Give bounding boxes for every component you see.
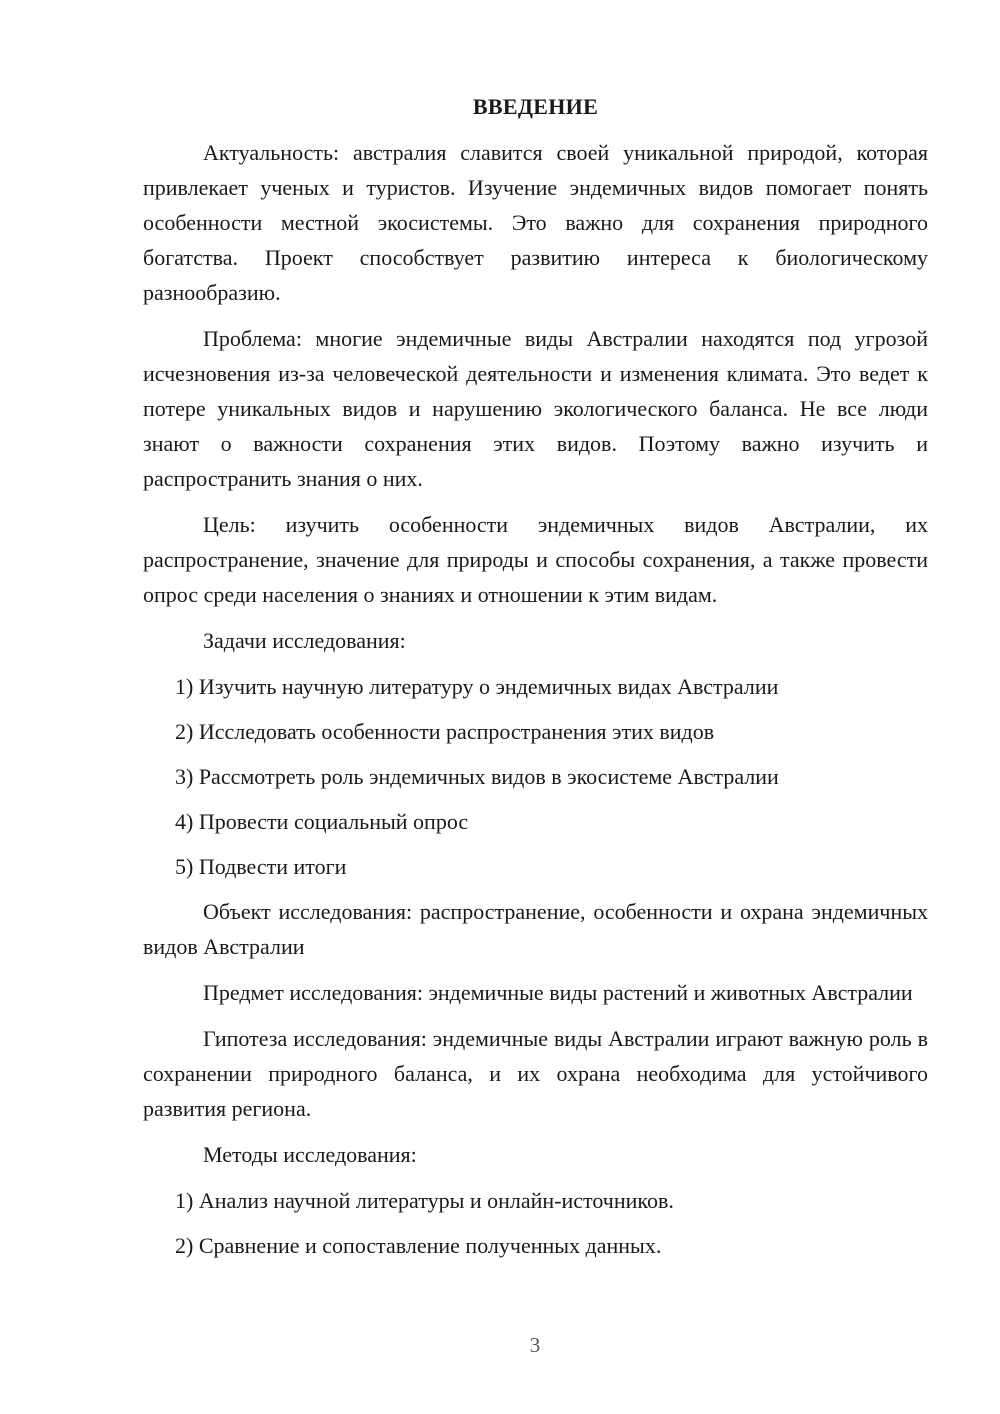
list-item: 1) Изучить научную литературу о эндемичных видах Австралии <box>175 674 779 699</box>
document-page <box>143 92 928 1273</box>
relevance-paragraph: Актуальность: австралия славится своей уникальной природой, которая привлекает ученых и туристов. Изучение эндемичных видов помогает понять особенности местной экосистемы. Это важно для сохранения природного богатства. Проект способствует развитию интереса к биологическому разнообразию. <box>143 140 928 305</box>
goal-paragraph: Цель: изучить особенности эндемичных видов Австралии, их распространение, значение для природы и способы сохранения, а также провести опрос среди населения о знаниях и отношении к этим видам. <box>143 512 928 607</box>
problem-paragraph: Проблема: многие эндемичные виды Австралии находятся под угрозой исчезновения из-за человеческой деятельности и изменения климата. Это ведет к потере уникальных видов и нарушению экологического баланса. Не все люди знают о важности сохранения этих видов. Поэтому важно изучить и распространить знания о них. <box>143 326 928 491</box>
tasks-heading: Задачи исследования: <box>203 628 406 653</box>
list-item: 2) Исследовать особенности распространения этих видов <box>175 719 715 744</box>
list-item: 3) Рассмотреть роль эндемичных видов в экосистеме Австралии <box>175 764 779 789</box>
list-item: 2) Сравнение и сопоставление полученных данных. <box>175 1233 662 1258</box>
subject-paragraph: Предмет исследования: эндемичные виды растений и животных Австралии <box>203 980 913 1005</box>
section-title: ВВЕДЕНИЕ <box>472 94 599 119</box>
methods-heading: Методы исследования: <box>203 1142 417 1167</box>
methods-list <box>143 1183 928 1263</box>
list-item: 1) Анализ научной литературы и онлайн-источников. <box>175 1188 674 1213</box>
page-number: 3 <box>529 1333 541 1357</box>
list-item: 4) Провести социальный опрос <box>175 809 469 834</box>
object-paragraph: Объект исследования: распространение, особенности и охрана эндемичных видов Австралии <box>143 899 928 959</box>
hypothesis-paragraph: Гипотеза исследования: эндемичные виды Австралии играют важную роль в сохранении природного баланса, и их охрана необходима для устойчивого развития региона. <box>143 1026 928 1121</box>
list-item: 5) Подвести итоги <box>175 854 347 879</box>
tasks-list <box>143 669 928 884</box>
